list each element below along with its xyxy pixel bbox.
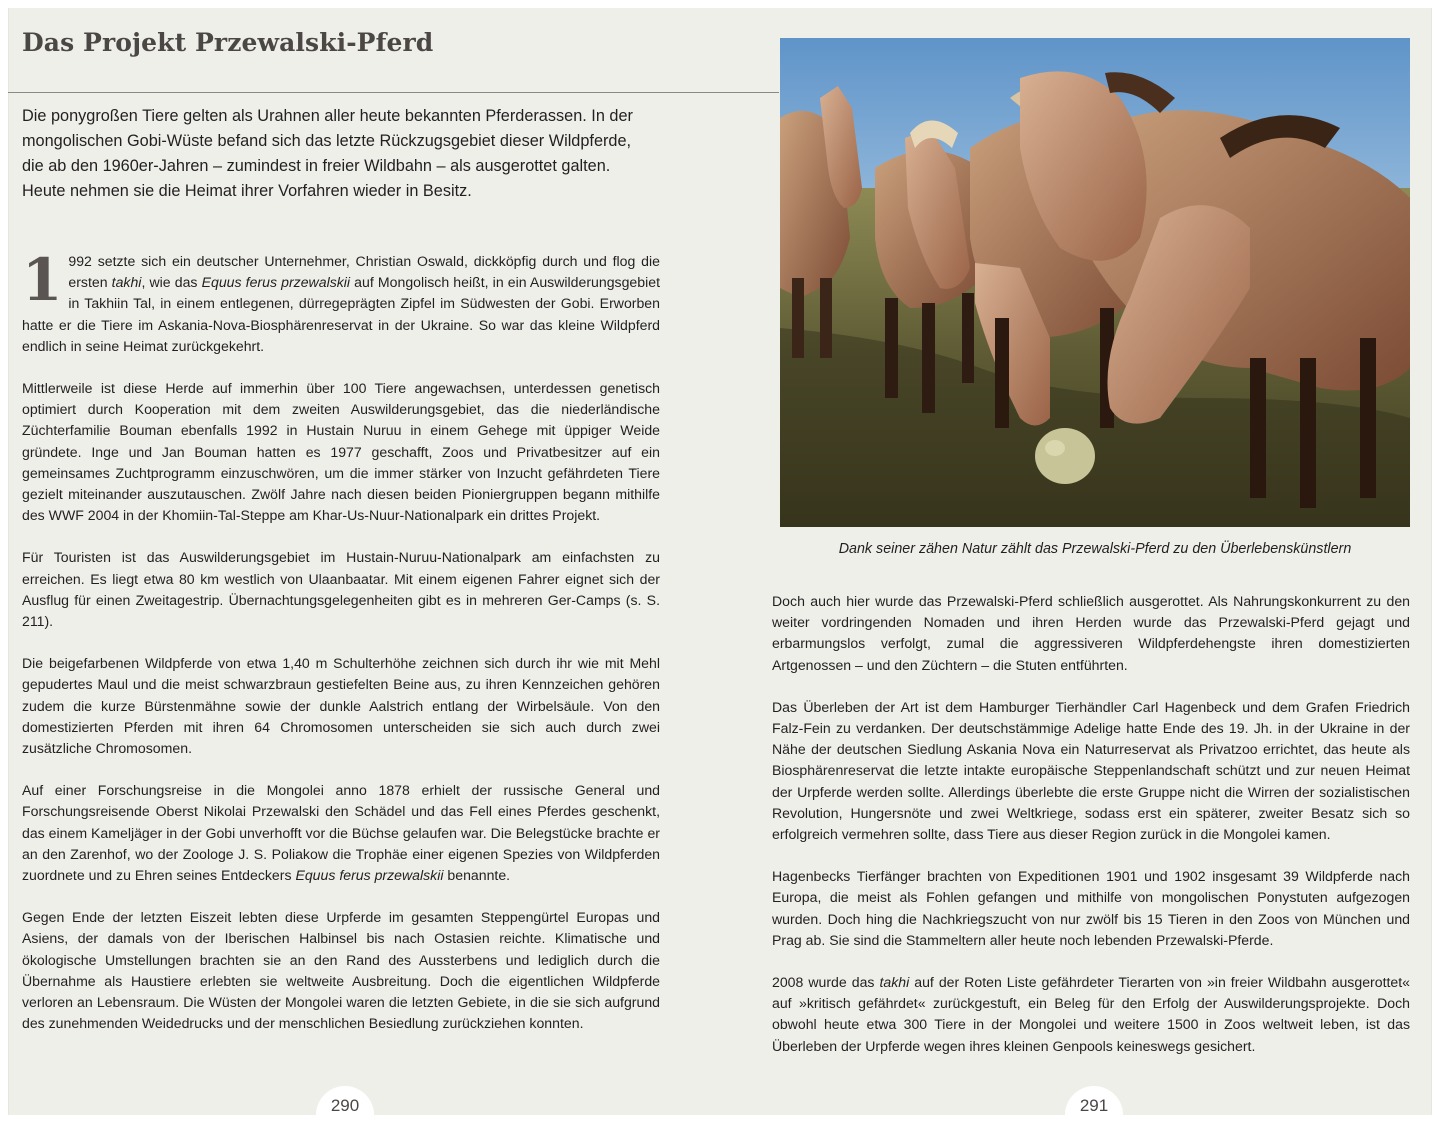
page-number-right: 291 xyxy=(1065,1086,1123,1144)
right-paragraph-2: Das Überleben der Art ist dem Hamburger Tierhändler Carl Hagenbeck und dem Grafen Friedrich Falz-Fein zu verdanken. Der deutschstämmige Adelige hatte Ende des 19. Jh. in der Ukraine in der Nähe der deutschen Siedlung Askania Nova ein Naturreservat als Privatzoo errichtet, das heute als Biosphärenreservat die letzte intakte europäische Steppenlandschaft schützt und zur neuen Heimat der Urpferde werden sollte. Allerdings überlebte die erste Gruppe nicht die Wirren der sozialistischen Revolution, Hungersnöte und zwei Weltkriege, sodass erst ein späterer, zweiter Besatz sich so erfolgreich vermehren sollte, dass Tiere aus dieser Region zurück in die Mongolei kamen. xyxy=(772,698,1410,843)
italic-term: Equus ferus przewalskii xyxy=(201,274,351,291)
text-run: benannte. xyxy=(443,867,511,884)
body-paragraph-3: Für Touristen ist das Auswilderungsgebiet im Hustain-Nuruu-Nationalpark am einfachsten zu erreichen. Es liegt etwa 80 km westlich von Ulaanbaatar. Mit einem eigenen Fahrer eignet sich der Ausflug für einen Zweitagestrip. Übernachtungsgelegenheiten gibt es in mehreren Ger-Camps (s. S. 211). xyxy=(22,549,660,630)
feed-ball xyxy=(1035,428,1095,484)
title-rule xyxy=(8,92,779,93)
body-paragraph-6: Gegen Ende der letzten Eiszeit lebten diese Urpferde im gesamten Steppengürtel Europas und Asiens, der damals von der Iberischen Halbinsel bis nach Ostasien reichte. Klimatische und ökologische Umstellungen brachten sie an den Rand des Aussterbens und lediglich durch die Übernahme als Haustiere erlebten sie weltweite Ausbreitung. Doch die eigentlichen Wildpferde verloren an Lebensraum. Die Wüsten der Mongolei waren die letzten Gebiete, in die sie sich aufgrund des zunehmenden Weidedrucks und der menschlichen Besiedlung zurückziehen konnten. xyxy=(22,909,660,1032)
text-run: , wie das xyxy=(141,274,202,291)
drop-cap: 1 xyxy=(22,246,63,314)
body-paragraph-4: Die beigefarbenen Wildpferde von etwa 1,40 m Schulterhöhe zeichnen sich durch ihr wie mit Mehl gepudertes Maul und die meist schwarzbraun gestiefelten Beine aus, zu ihren Kennzeichen gehören zudem die kurze Bürstenmähne sowie der dunkle Aalstrich entlang der Wirbelsäule. Von den domestizierten Pferden mit ihren 64 Chromosomen unterscheiden sie sich auch durch zwei zusätzliche Chromosomen. xyxy=(22,655,660,757)
italic-term: takhi xyxy=(111,274,142,291)
intro-paragraph: Die ponygroßen Tiere gelten als Urahnen aller heute bekannten Pferderassen. In der mongolischen Gobi-Wüste befand sich das letzte Rückzugsgebiet dieser Wildpferde, die ab den 1960er-Jahren – zumindest in freier Wildbahn – als ausgerottet galten. Heute nehmen sie die Heimat ihrer Vorfahren wieder in Besitz. xyxy=(22,107,633,200)
right-text-column xyxy=(772,591,1410,1057)
text-run: auf der Roten Liste gefährdeter Tierarten von »in freier Wildbahn ausgerottet« auf »kritisch gefährdet« zurückgestuft, ein Beleg für den Erfolg der Auswilderungsprojekte. Doch obwohl heute etwa 300 Tiere in der Mongolei und weitere 1500 in Zoos weltweit leben, ist das Überleben der Urpferde wegen ihres kleinen Genpools keineswegs gesichert. xyxy=(772,974,1410,1054)
left-text-column xyxy=(22,246,660,1035)
body-paragraph-2: Mittlerweile ist diese Herde auf immerhin über 100 Tiere angewachsen, unterdessen genetisch optimiert durch Kooperation mit dem zweiten Auswilderungsgebiet, das die niederländische Züchterfamilie Bouman ebenfalls 1992 in Hustain Nuruu in einem Gehege mit üppiger Weide gründete. Inge und Jan Bouman hatten es 1977 geschafft, Zoos und Privatbesitzer auf ein gemeinsames Zuchtprogramm einzuschwören, um die immer stärker von Inzucht gefährdeten Tiere gezielt miteinander auszutauschen. Zwölf Jahre nach diesen beiden Pioniergruppen begann mithilfe des WWF 2004 in der Khomiin-Tal-Steppe am Khar-Us-Nuur-Nationalpark ein drittes Projekt. xyxy=(22,380,660,524)
horses-photo xyxy=(780,38,1410,527)
page-number-left: 290 xyxy=(316,1086,374,1144)
chapter-title: Das Projekt Przewalski-Pferd xyxy=(22,28,434,57)
text-run: 2008 wurde das xyxy=(772,974,880,991)
text-run: Auf einer Forschungsreise in die Mongolei anno 1878 erhielt der russische General und Forschungsreisende Oberst Nikolai Przewalski den Schädel und das Fell eines Pferdes geschenkt, das einem Kameljäger in der Gobi unverhofft vor die Büchse gelaufen war. Die Belegstücke brachte er an den Zarenhof, wo der Zoologe J. S. Poliakow die Trophäe einer eigenen Spezies von Wildpferden zuordnete und zu Ehren seines Entdeckers xyxy=(22,782,660,884)
right-paragraph-1: Doch auch hier wurde das Przewalski-Pferd schließlich ausgerottet. Als Nahrungskonkurrent zu den weiter vordringenden Nomaden und ihren Herden wurde das Przewalski-Pferd gejagt und erbarmungslos verfolgt, zumal die aggressiveren Wildpferdehengste ihren domestizierten Artgenossen – und den Züchtern – die Stuten entführten. xyxy=(772,593,1410,673)
text-run: 992 setzte sich ein deutscher Unternehmer, Christian Oswald, dickköpfig durch und flog die ersten xyxy=(68,253,660,291)
photo-caption: Dank seiner zähen Natur zählt das Przewalski-Pferd zu den Überlebenskünstlern xyxy=(838,541,1352,557)
right-paragraph-3: Hagenbecks Tierfänger brachten von Expeditionen 1901 und 1902 insgesamt 39 Wildpferde nach Europa, die meist als Fohlen gefangen und mithilfe von mongolischen Ponystuten aufgezogen wurden. Doch hing die Nachkriegszucht von nur zwölf bis 15 Tieren in den Zoos von München und Prag ab. Sie sind die Stammeltern aller heute noch lebenden Przewalski-Pferde. xyxy=(772,868,1410,948)
body-paragraph-1 xyxy=(22,246,660,357)
right-paragraph-4 xyxy=(772,972,1410,1057)
text-run: auf Mongolisch heißt, in ein Auswilderungsgebiet in Takhiin Tal, in einem entlegenen, dürregeprägten Zipfel im Südwesten der Gobi. Erworben hatte er die Tiere im Askania-Nova-Biosphärenreservat in der Ukraine. So war das kleine Wildpferd endlich in seine Heimat zurückgekehrt. xyxy=(22,274,660,354)
italic-term: takhi xyxy=(879,974,910,991)
italic-term: Equus ferus przewalskii xyxy=(295,867,444,884)
body-paragraph-5 xyxy=(22,780,660,886)
